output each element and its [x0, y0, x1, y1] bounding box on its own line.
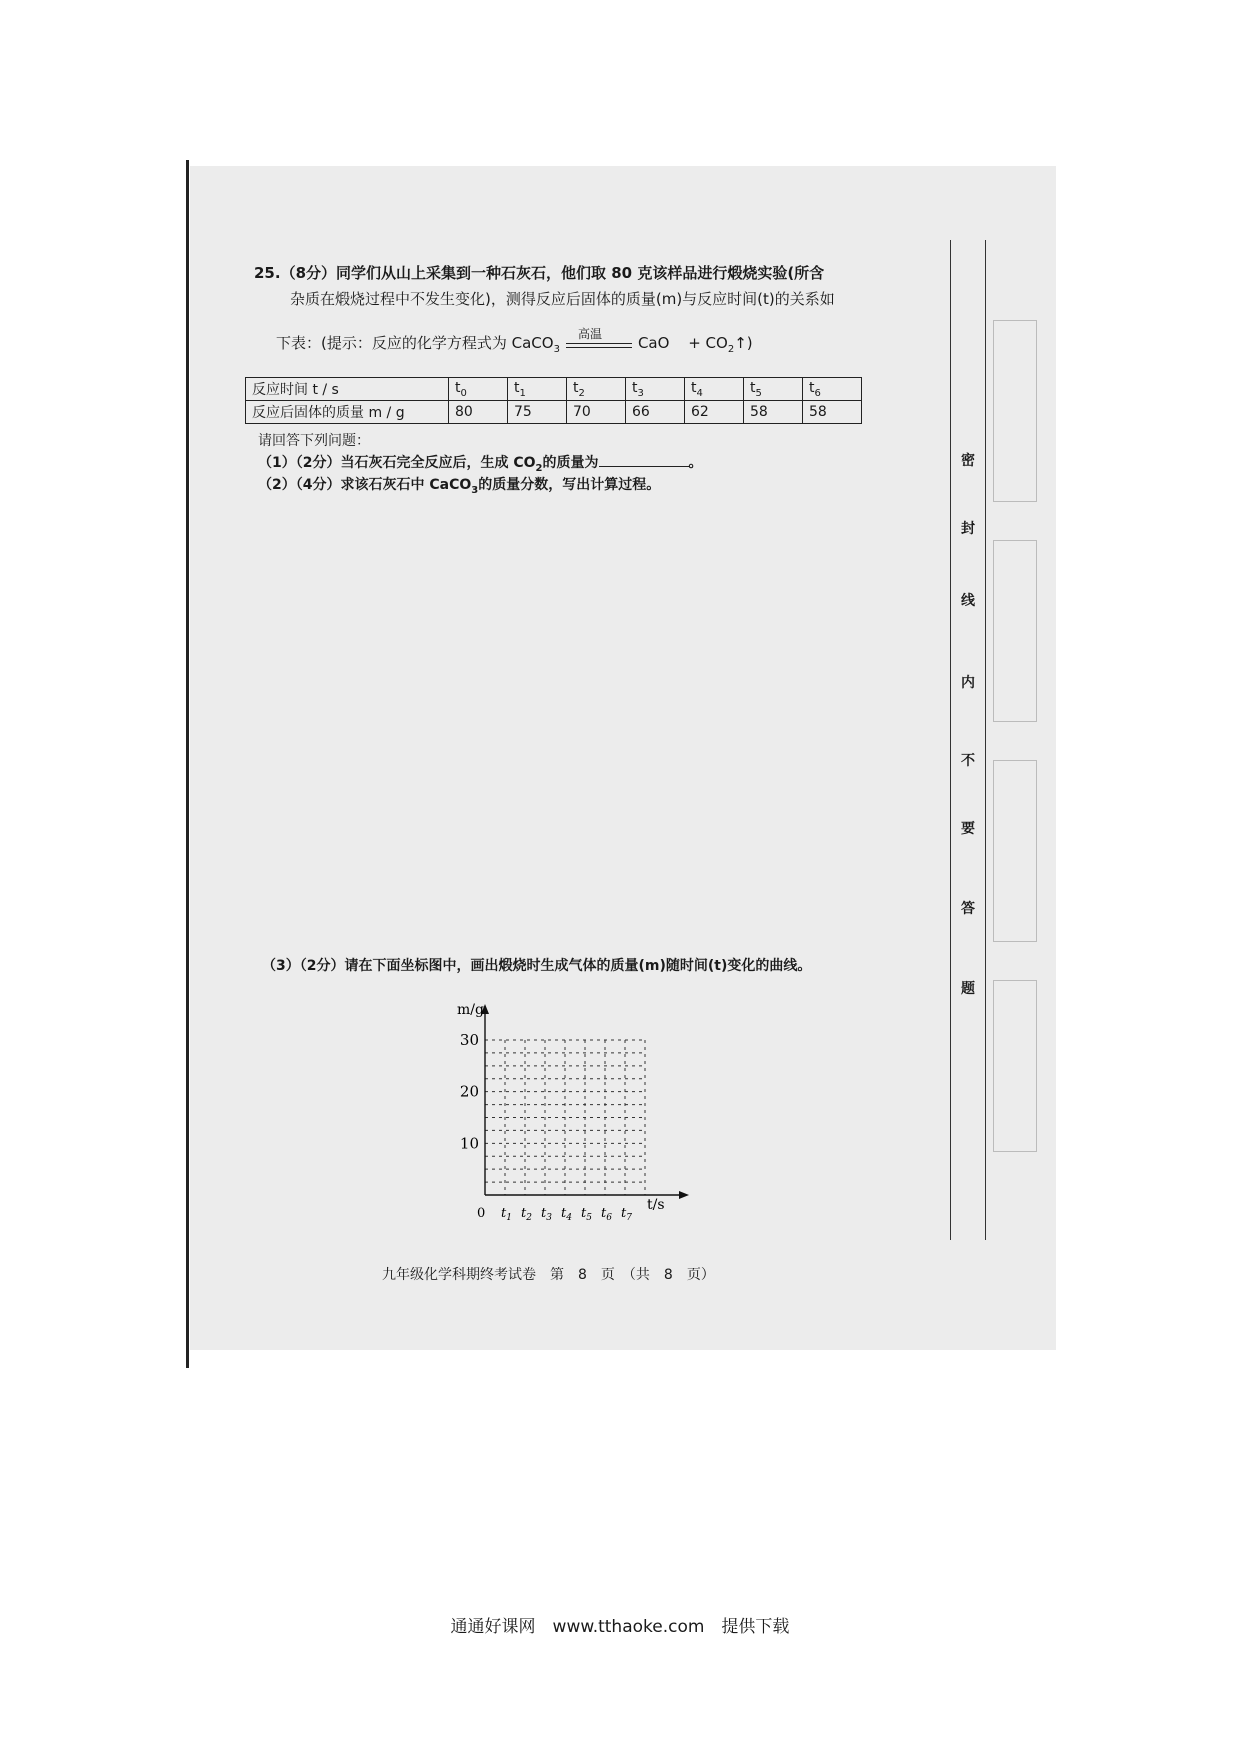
table-cell: 62 [685, 401, 744, 424]
x-axis-arrow [679, 1191, 689, 1199]
prompt-ask: 请回答下列问题： [258, 433, 370, 449]
table-cell: 58 [803, 401, 862, 424]
table-cell: 66 [626, 401, 685, 424]
question-intro-line1: 25.（8分）同学们从山上采集到一种石灰石，他们取 80 克该样品进行煅烧实验(所含 [254, 264, 825, 282]
info-box [993, 980, 1037, 1152]
seal-char: 要 [961, 821, 975, 837]
table-cell: $t_2$ [567, 378, 626, 401]
seal-char: 密 [961, 453, 975, 469]
question-intro-line2: 杂质在煅烧过程中不发生变化)，测得反应后固体的质量(m)与反应时间(t)的关系如 [290, 290, 835, 308]
table-cell: $t_0$ [449, 378, 508, 401]
seal-char: 答 [961, 901, 975, 917]
y-tick-label: 30 [459, 1031, 479, 1049]
x-tick-label: $t_4$ [561, 1206, 572, 1220]
binding-line-outer [985, 240, 986, 1240]
x-axis-label: t/s [647, 1197, 665, 1213]
table-cell: 58 [744, 401, 803, 424]
page-number-line: 九年级化学科期终考试卷 第 8 页 （共 8 页） [382, 1267, 715, 1283]
table-cell: $t_4$ [685, 378, 744, 401]
table-cell: 80 [449, 401, 508, 424]
seal-char: 不 [961, 753, 975, 769]
seal-char: 线 [961, 593, 975, 609]
prompt-q2: （2）（4分）求该石灰石中 CaCO$_3$的质量分数，写出计算过程。 [258, 477, 661, 496]
scan-edge [186, 160, 189, 1368]
answer-blank[interactable] [599, 454, 689, 467]
seal-char: 内 [961, 675, 975, 691]
y-tick-label: 10 [459, 1134, 479, 1153]
y-axis-label: m/g [457, 1002, 484, 1018]
info-box [993, 760, 1037, 942]
question-intro-line3: 下表：(提示：反应的化学方程式为 CaCO$_3$ 高温 CaO + $CO_2↑$) [276, 327, 753, 355]
x-tick-label: $t_3$ [541, 1206, 552, 1220]
coordinate-chart[interactable] [430, 1000, 730, 1220]
x-tick-label: $t_5$ [581, 1206, 592, 1220]
prompt-q3: （3）（2分）请在下面坐标图中，画出煅烧时生成气体的质量(m)随时间(t)变化的曲线。 [262, 958, 812, 974]
table-cell: $t_6$ [803, 378, 862, 401]
info-box [993, 540, 1037, 722]
site-footer: 通通好课网 www.tthaoke.com 提供下载 [450, 1617, 790, 1637]
data-table [245, 377, 862, 424]
table-cell: $t_3$ [626, 378, 685, 401]
x-tick-label: $t_7$ [621, 1206, 632, 1220]
seal-char: 封 [961, 521, 975, 537]
table-cell: $t_5$ [744, 378, 803, 401]
table-row [246, 378, 862, 401]
table-cell: 75 [508, 401, 567, 424]
reaction-arrow: 高温 [566, 341, 632, 348]
binding-line [950, 240, 951, 1240]
x-tick-label: $t_1$ [501, 1206, 512, 1220]
x-tick-label: 0 [477, 1206, 486, 1220]
x-tick-label: $t_2$ [521, 1206, 532, 1220]
info-box [993, 320, 1037, 502]
x-tick-label: $t_6$ [601, 1206, 612, 1220]
seal-char: 题 [961, 981, 975, 997]
prompt-q1: （1）（2分）当石灰石完全反应后，生成 $CO_2$的质量为 。 [258, 455, 703, 474]
y-tick-label: 20 [459, 1082, 479, 1101]
table-header-time: 反应时间 t / s [246, 378, 449, 401]
table-cell: 70 [567, 401, 626, 424]
table-cell: $t_1$ [508, 378, 567, 401]
table-header-mass: 反应后固体的质量 m / g [246, 401, 449, 424]
table-row [246, 401, 862, 424]
